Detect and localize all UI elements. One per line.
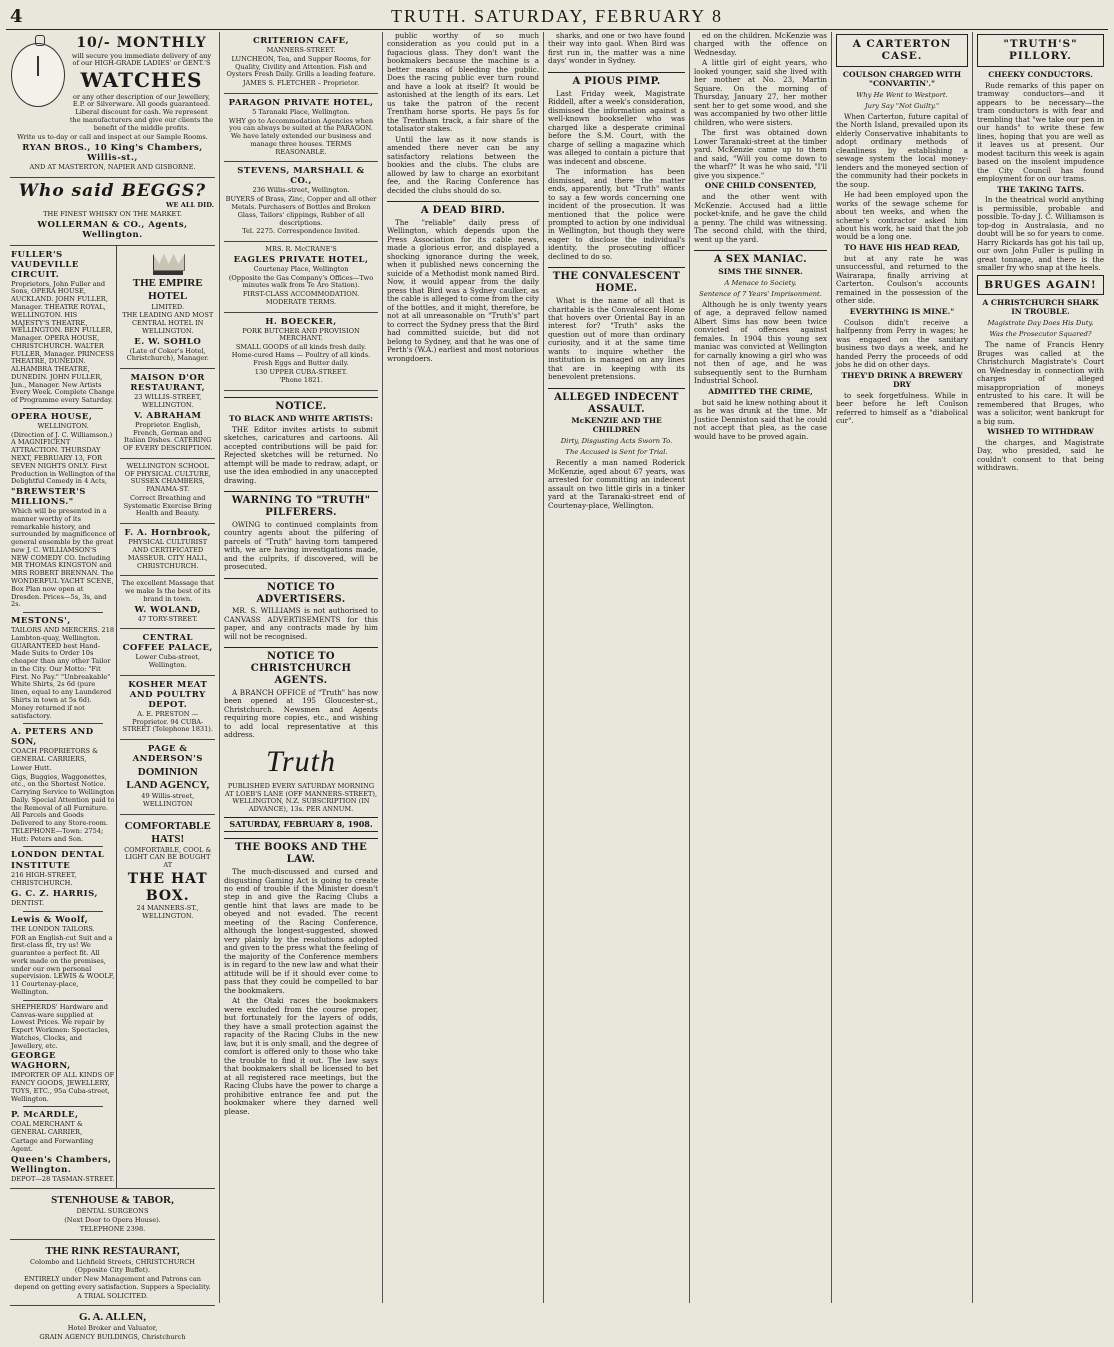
subhead-admitted: ADMITTED THE CRIME, — [708, 386, 813, 396]
bruges-box — [977, 275, 1104, 295]
crown-icon — [151, 249, 185, 275]
indecent-assault-headline: ALLEGED INDECENT ASSAULT. — [548, 388, 685, 416]
sex-maniac-headline: A SEX MANIAC. — [694, 250, 827, 266]
carterton-headline: A CARTERTON CASE. — [852, 38, 952, 63]
column-2: CRITERION CAFE, MANNERS-STREET. LUNCHEON, Tea, and Supper Rooms, for Quality, Civility and Attention. Fish and Oysters Fresh Daily. Grills a leading feature. JAMES S. FLETCHER – Proprietor. PARAGON PRIVATE HOTEL, 5 Taranaki Place, Wellington. WHY go to Accommodation Agencies when you can always be suited at the PARAGON. We have lately extended our business and manage three houses. TERMS REASONABLE. STEVENS, MARSHALL & CO., 236 Willis-street, Wellington. BUYERS of Brass, Zinc, Copper and all other Metals. Purchasers of Bottles and Broken Glass, Tailors' clippings, Rubber of all descriptions. Tel. 2275. Correspondence Invited. MRS. R. McCRANE'S EAGLES PRIVATE HOTEL, Courtenay Place, Wellington (Opposite the Gas Company's Offices—Two minutes walk from Te Aro Station). FIRST-CLASS ACCOMMODATION. MODERATE TERMS. H. BOECKER, PORK BUTCHER AND PROVISION MERCHANT. SMALL GOODS of all kinds fresh daily. Home-cured Hams — Poultry of all kinds. Fresh Eggs and Butter daily. 130 UPPER CUBA-STREET. 'Phone 1821. NOTICE. TO BLACK AND WHITE ARTISTS: THE Editor invites artists to submit sketches, caricatures and cartoons. All accepted contributions will be paid for. Rejected sketches will be returned. No attempt will be made to redraw, adapt, or use the idea embodied in any unaccepted drawing. WARNING TO "TRUTH" PILFERERS. OWING to continued complaints from country agents about the pilfering of parcels of "Truth" having torn tampered with, we are having investigations made, and the culprits, if discovered, will be prosecuted. NOTICE TO ADVERTISERS. MR. S. WILLIAMS is not authorised to CANVASS ADVERTISEMENTS for this paper, and any contracts made by him will not be recognised. NOTICE TO CHRISTCHURCH AGENTS. A BRANCH OFFICE of "Truth" has now been opened at 195 Gloucester-st., Christchurch. Newsmen and Agents requiring more copies, etc., and wishing to add local representative at this address. Truth PUBLISHED EVERY SATURDAY MORNING AT LOEB'S LANE (OFF MANNERS-STREET), WELLINGTON, N.Z. SUBSCRIPTION (IN ADVANCE), 13s. PER ANNUM. SATURDAY, FEBRUARY 8, 1908. THE BOOKS AND THE LAW. The much-discussed and cursed and disgusting Gaming Act is going to create no end of trouble if the Minister doesn't step in and give the Racing Clubs a gentle hint that laws are made to be obeyed and not evaded. The recent meeting of the Racing Conference, although the longest-suggested, showed very plainly by the resolutions adopted and given to the press what the feeling of the majority of the Conference members is in regard to the new law and what their attitude will be if it should ever come to pass that they could be compelled to bar the bookmakers. At the Otaki races the bookmakers were excluded from the course proper, but fortunately for the layers of odds, they have a small protection against the rapacity of the Racing Clubs in the new law, but it is only small, and the degree of comfort is offered only to those who take the trouble to find it out. The law says that bookmakers shall be licensed to bet at all registered race meetings, but the Racing Clubs have the power to charge a prohibitive entrance fee and put the bookmaker where they darned well please. — [220, 32, 383, 1303]
ad-stenhouse: STENHOUSE & TABOR, DENTAL SURGEONS (Next Door to Opera House). TELEPHONE 2398. — [10, 1189, 215, 1239]
dead-bird-headline: A DEAD BIRD. — [387, 201, 539, 217]
ad-stevens: STEVENS, MARSHALL & CO., 236 Willis-street, Wellington. BUYERS of Brass, Zinc, Copper and all other Metals. Purchasers of Bottles and Broken Glass, Tailors' clippings, Rubber of all descriptions. Tel. 2275. Correspondence Invited. — [224, 162, 378, 242]
ad-physical: WELLINGTON SCHOOL OF PHYSICAL CULTURE, SUSSEX CHAMBERS, PANAMA-ST. Correct Breathing and Systematic Exercise Bring Health and Beauty. — [120, 459, 215, 524]
ad-empire-hotel: THE EMPIRE HOTEL LIMITED. THE LEADING AND MOST CENTRAL HOTEL IN WELLINGTON. E. W. SOHLO (Late of Coker's Hotel, Christchurch), Manager. — [120, 246, 215, 370]
ad-price: 10/- MONTHLY — [76, 35, 207, 51]
ad-coffee-palace: CENTRAL COFFEE PALACE, Lower Cuba-street, Wellington. — [120, 629, 215, 676]
column-7: "TRUTH'S" PILLORY. CHEEKY CONDUCTORS. Rude remarks of this paper on tramway conductors—and it appears to be necessary—the tram conductors is with fear and trembling that "we take our pen in our hands" to write these few lines, hoping that you are well as it leaves us at present. Our modest taciturn this week is again based on the insolent impudence the City Council has found employment for on our trams. THE TAKING TAITS. In the theatrical world anything is permissible, probable and possible. To-day J. C. Williamson is top-dog in Australasia, and no doubt will be so for years to come. Harry Rickards has got his tail up, our own John Fuller is pulling in great tonnage, and there is the smaller fry who snap at the heels. BRUGES AGAIN! A CHRISTCHURCH SHARK IN TROUBLE. Magistrate Day Does His Duty. Was the Prosecutor Squared? The name of Francis Henry Bruges was called at the Christchurch Magistrate's Court on Wednesday in connection with charges of alleged misappropriation of moneys entrusted to his care. It will be remembered that Bruges, who was a solicitor, went bankrupt for a big sum. WISHED TO WITHDRAW the charges, and Magistrate Day, who presided, said he couldn't consent to that being withdrawn. — [973, 32, 1108, 1303]
ad-allen: G. A. ALLEN, Hotel Broker and Valuator, GRAIN AGENCY BUILDINGS, Christchurch — [39, 1311, 186, 1342]
ad-paragon: PARAGON PRIVATE HOTEL, 5 Taranaki Place, Wellington. WHY go to Accommodation Agencies when you can always be suited at the PARAGON. We have lately extended our business and manage three houses. TERMS REASONABLE. — [224, 94, 378, 163]
convalescent-home-headline: THE CONVALESCENT HOME. — [548, 267, 685, 295]
column-6: A CARTERTON CASE. COULSON CHARGED WITH "CONVARTIN'." Why He Went to Westport. Jury Say "Not Guilty." When Carterton, future capital of the North Island, prevailed upon its elderly Conservative inhabitants to adopt ordinary methods of cleanliness by establishing a sewage system the local money-lenders and the moneyed section of the community had their pockets in the soup. He had been employed upon the works of the sewage scheme for about ten weeks, and when the scheme's contractor asked him about his work, he said that the job would be a long one. TO HAVE HIS HEAD READ, but at any rate he was unsuccessful, and returned to the Wairarapa, finally arriving at Carterton. Coulson's accounts remained in the possession of the other side. EVERYTHING IS MINE." Coulson didn't receive a halfpenny from Perry in wages; he was engaged on the sanitary business two days a week, and he handed Perry the proceeds of odd jobs he did on other days. THEY'D DRINK A BREWERY DRY to seek forgetfulness. While in beer before he left Coulson referred to himself as a "diabolical cur". — [832, 32, 973, 1303]
column-3: public worthy of so much consideration as you could put in a fugacious glass. They don't want the bookmakers because the machine is a better means of bleeding the public. Does the racing public ever turn round and have a look at itself? It would be astonished at the length of its ears. Let us take the patron of the recent Trentham horse sports. He pays 5s for the Trentham track, a fair share of the totalisator stakes. Until the law as it now stands is amended there never can be any satisfactory relations between the bookies and the clubs. The clubs are allowed by law to charge an exorbitant fee, and the Racing Conference has decided the clubs should do so. A DEAD BIRD. The "reliable" daily press of Wellington, which depends upon the Press Association for its cable news, made a glorious error, and displayed a shocking ignorance during the week, when it published news concerning the suicide of a Methodist monk named Bird. Now, it would appear from the daily press that Bird was a Sydney caulker, as the cable is alleged to come from the city of the bottles, and it might, therefore, be not at all unreasonable on "Truth's" part to correct the Sydney press that the Bird had committed suicide, but did not belong to Sydney, and that he was one of Perth's (W.A.) earliest and most notorious wrongdoers. — [383, 32, 544, 1303]
edition-date: SATURDAY, FEBRUARY 8, 1908. — [224, 817, 378, 832]
ad-eagles: MRS. R. McCRANE'S EAGLES PRIVATE HOTEL, Courtenay Place, Wellington (Opposite the Gas Company's Offices—Two minutes walk from Te Aro Station). FIRST-CLASS ACCOMMODATION. MODERATE TERMS. — [224, 242, 378, 313]
ad-watches: 10/- MONTHLY will secure you immediate delivery of any of our HIGH-GRADE LADIES' or GENT.'S WATCHES or any other description of our Jewellery, E.P. or Silverware. All goods guaranteed. Liberal discount for cash. We represent the manufacturers and give our clients the benefit of the middle profits. Write us to-day or call and inspect at our Sample Rooms. RYAN BROS., 10 King's Chambers, Willis-st., AND AT MASTERTON, NAPIER AND GISBORNE. — [10, 32, 215, 178]
subhead-consent: ONE CHILD CONSENTED, — [704, 181, 817, 191]
ad-dominion-land: PAGE & ANDERSON'S DOMINION LAND AGENCY, 49 Willis-street, WELLINGTON — [120, 740, 215, 815]
ad-fullers: FULLER'S VAUDEVILLE CIRCUIT. Proprietors, John Fuller and Sons, OPERA HOUSE, AUCKLAND. JOHN FULLER, Manager. THEATRE ROYAL, WELLINGTON. HIS MAJESTY'S THEATRE, WELLINGTON. BEN FULLER, Manager. OPERA HOUSE, CHRISTCHURCH. WALTER FULLER, Manager. PRINCESS THEATRE, DUNEDIN. ALHAMBRA THEATRE, DUNEDIN. JOHN FULLER, Jun., Manager. New Artists Every Week. Complete Change of Programme every Saturday. OPERA HOUSE, WELLINGTON. (Direction of J. C. Williamson.) A MAGNIFICENT ATTRACTION. THURSDAY NEXT, FEBRUARY 13, FOR SEVEN NIGHTS ONLY. First Production in Wellington of the Delightful Comedy in 4 Acts, "BREWSTER'S MILLIONS." Which will be presented in a manner worthy of its remarkable history, and surrounded by magnificence of general ensemble by the great new J. C. WILLIAMSON'S NEW COMEDY CO. Including MR THOMAS KINGSTON and MRS ROBERT BRENNAN. The WONDERFUL YACHT SCENE, Box Plan now open at Dresden. Prices—5s, 3s, and 2s. MESTONS', TAILORS AND MERCERS. 218 Lambton-quay, Wellington. GUARANTEED best Hand-Made Suits to Order 10s cheaper than any other Tailor in the City. Our Motto: "Fit First. No Pay." "Unbreakable" White Shirts, 2s 6d (pure linen, equal to any Laundered Shirts in town at 5s 6d). Money returned if not satisfactory. A. PETERS AND SON, COACH PROPRIETORS & GENERAL CARRIERS, Lower Hutt. Gigs, Buggies, Waggonettes, etc., on the Shortest Notice. Carrying Service to Wellington Daily. Special Attention paid to the Removal of all Furniture. All Parcels and Goods Delivered to any Store-room. TELEPHONE—Town: 2754; Hutt: Peters and Son. LONDON DENTAL INSTITUTE 216 HIGH-STREET, CHRISTCHURCH. G. C. Z. HARRIS, DENTIST. Lewis & Woolf, THE LONDON TAILORS. FOR an English-cut Suit and a first-class fit, try us! We guarantee a perfect fit. All work made on the premises, under our own personal supervision. LEWIS & WOOLF, 11 Courtenay-place, Wellington. SHEPHERDS' Hardware and Canvas-ware supplied at Lowest Prices. We repair by Expert Workmen: Spectacles, Watches, Clocks, and Jewellery, etc. GEORGE WAGHORN, IMPORTER OF ALL KINDS OF FANCY GOODS, JEWELLERY, TOYS, ETC., 95a Cuba-street, Wellington. P. McARDLE, COAL MERCHANT & GENERAL CARRIER, Cartage and Forwarding Agent. Queen's Chambers, Wellington. DEPOT—28 TASMAN-STREET. — [10, 246, 117, 1189]
pious-pimp-headline: A PIOUS PIMP. — [548, 72, 685, 88]
ad-kosher: KOSHER MEAT AND POULTRY DEPOT. A. E. PRESTON — Proprietor. 94 CUBA-STREET (Telephone 1831). — [120, 676, 215, 740]
taits-headline: THE TAKING TAITS. — [997, 184, 1084, 194]
warning-headline: WARNING TO "TRUTH" PILFERERS. — [224, 491, 378, 519]
newspaper-title: TRUTH. SATURDAY, FEBRUARY 8 — [391, 5, 723, 26]
ad-boecker: H. BOECKER, PORK BUTCHER AND PROVISION MERCHANT. SMALL GOODS of all kinds fresh daily. Home-cured Hams — Poultry of all kinds. Fresh Eggs and Butter daily. 130 UPPER CUBA-STREET. 'Phone 1821. — [224, 313, 378, 391]
ad-rink: THE RINK RESTAURANT, Colombo and Lichfield Streets, CHRISTCHURCH (Opposite City Buffet). ENTIRELY under New Management and Patrons can depend on getting every satisfaction. Suppers a Speciality. A TRIAL SOLICITED. — [10, 1240, 215, 1307]
page-number: 4 — [10, 5, 23, 27]
ad-hornbrook: F. A. Hornbrook, PHYSICAL CULTURIST AND CERTIFICATED MASSEUR. CITY HALL, CHRISTCHURCH. — [120, 524, 215, 576]
column-4: sharks, and one or two have found their way into gaol. When Bird was first run in, the matter was a nine days' wonder in Sydney. A PIOUS PIMP. Last Friday week, Magistrate Riddell, after a week's consideration, dismissed the information against a well-known bookseller who was charged like a desperate criminal before the S.M. Court, with the charge of selling a magazine which was alleged to contain a picture that was indecent and obscene. The information has been dismissed, and there the matter ends, apparently, but "Truth" wants to say a few words concerning one incident of the prosecution. It was mentioned that the police were prompted to action by one individual in Wellington, but though they were eager to disclose the individual's identity, the prosecuting officer declined to do so. THE CONVALESCENT HOME. What is the name of all that is charitable is the Convalescent Home that hovers over Oriental Bay in an interest for? "Truth" asks the question out of more than ordinary curiosity, and it at the same time wants to inquire whether the institution is managed on any lines that are in keeping with its benevolent pretensions. ALLEGED INDECENT ASSAULT. McKENZIE AND THE CHILDREN Dirty, Disgusting Acts Sworn To. The Accused is Sent for Trial. Recently a man named Roderick McKenzie, aged about 67 years, was arrested for committing an indecent assault on two little girls in a tinker yard at the Taranaki-street end of Courtenay-place, Wellington. — [544, 32, 690, 1303]
advertisers-headline: NOTICE TO ADVERTISERS. — [224, 578, 378, 606]
carterton-box — [836, 34, 968, 67]
pillory-headline: "TRUTH'S" PILLORY. — [1003, 38, 1078, 63]
notice-headline: NOTICE. — [224, 397, 378, 413]
masthead — [6, 4, 1108, 30]
ad-woland: The excellent Massage that we make Is the best of its brand in town. W. WOLAND, 47 TORY-STREET. — [120, 576, 215, 629]
pocket-watch-icon — [11, 43, 65, 107]
ad-maison: MAISON D'OR RESTAURANT, 23 WILLIS-STREET, WELLINGTON. V. ABRAHAM Proprietor. English, French, German and Italian Dishes. CATERING OF EVERY DESCRIPTION. — [120, 369, 215, 459]
ad-criterion: CRITERION CAFE, MANNERS-STREET. LUNCHEON, Tea, and Supper Rooms, for Quality, Civility and Attention. Fish and Oysters Fresh Daily. Grills a leading feature. JAMES S. FLETCHER – Proprietor. — [224, 32, 378, 94]
ad-hats: COMFORTABLE HATS! COMFORTABLE, COOL & LIGHT CAN BE BOUGHT AT THE HAT BOX. 24 MANNERS-ST., WELLINGTON. — [124, 819, 212, 920]
ad-beggs: Who said BEGGS? WE ALL DID. THE FINEST WHISKY ON THE MARKET. WOLLERMAN & CO., Agents, Wellington. — [10, 178, 215, 246]
christchurch-headline: NOTICE TO CHRISTCHURCH AGENTS. — [224, 647, 378, 686]
editorial-headline: THE BOOKS AND THE LAW. — [224, 838, 378, 866]
column-5: ed on the children. McKenzie was charged with the offence on Wednesday. A little girl of eight years, who looked younger, said she lived with her mother at No. 23, Martin Square. On the morning of Thursday, January 27, her mother sent her to get some wood, and she was accompanied by two other little children, who were sisters. The first was obtained down Lower Taranaki-street at the timber yard. McKenzie came up to them and said, "Will you come down to the wharf?" It was he who said, "I'll give you sixpence." ONE CHILD CONSENTED, and the other went with McKenzie. Accused had a little pocket-knife, and he gave the child a penny. The child was witnessing. The second child, with the third, went up the yard. A SEX MANIAC. SIMS THE SINNER. A Menace to Society. Sentence of 7 Years' Imprisonment. Although he is only twenty years of age, a depraved fellow named Albert Sims has now been twice convicted of offences against females. In 1904 this young sex maniac was convicted at Wellington for carnally knowing a girl who was not then of age, and he was subsequently sent to the Burnham Industrial School. ADMITTED THE CRIME, but said he knew nothing about it as he was drunk at the time. Mr Justice Denniston said that he could not accept that plea, as the case would have to be proved again. — [690, 32, 832, 1303]
truth-logo: Truth — [265, 744, 337, 778]
bruges-headline: BRUGES AGAIN! — [984, 278, 1097, 291]
column-1 — [6, 32, 220, 1342]
ad-headline: WATCHES — [80, 68, 203, 93]
pillory-box — [977, 34, 1104, 67]
